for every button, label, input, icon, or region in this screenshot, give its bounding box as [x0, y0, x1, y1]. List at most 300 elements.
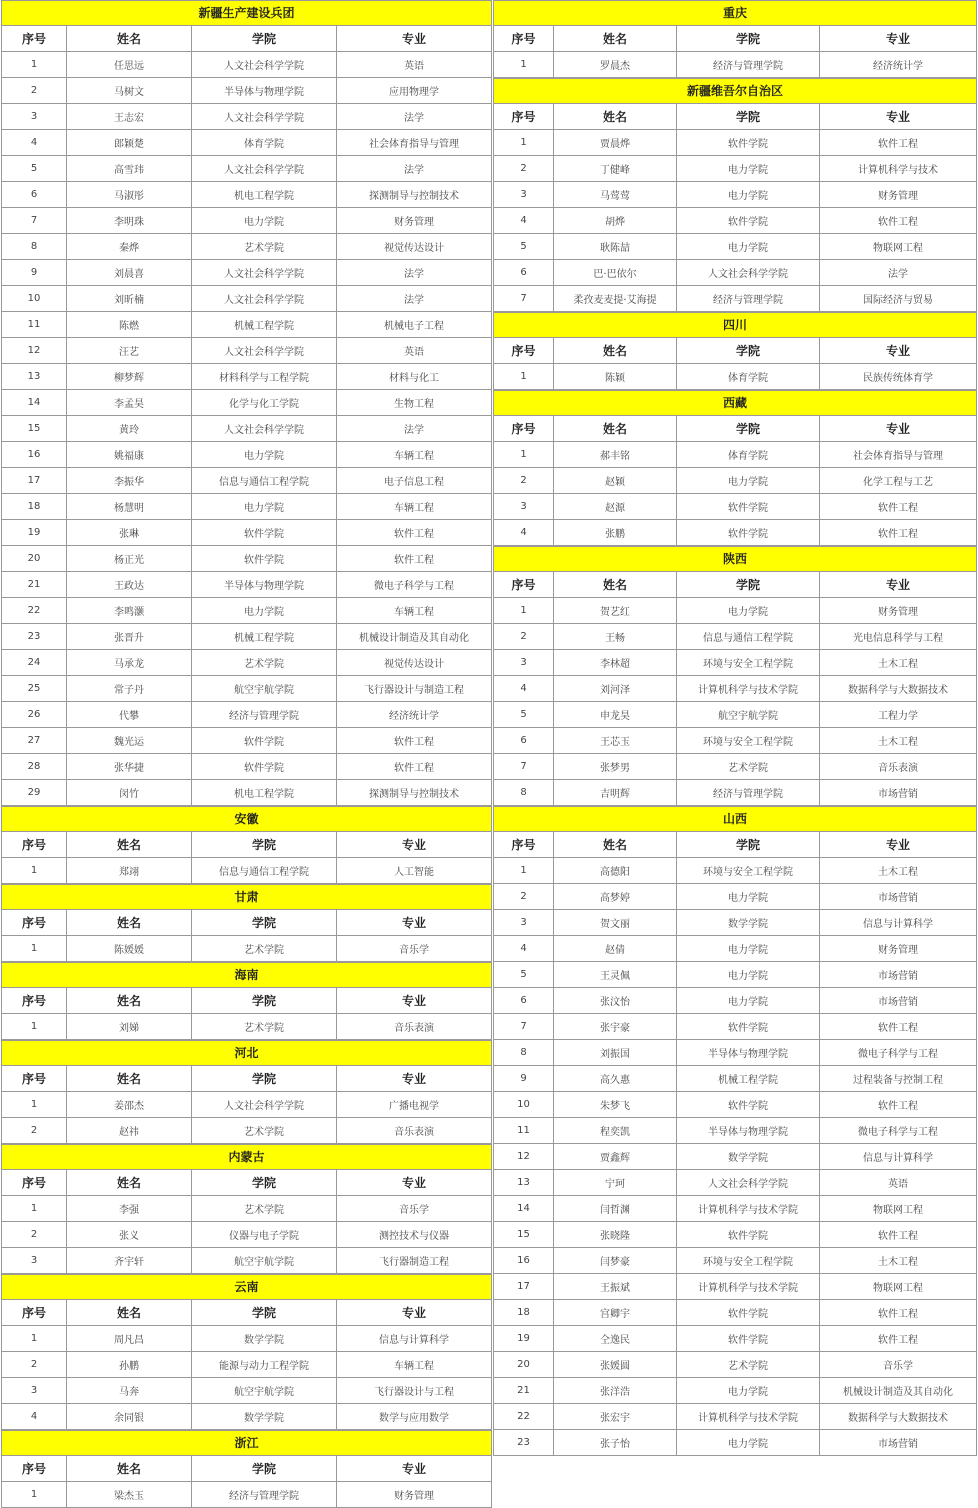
cell-no: 1	[2, 1326, 67, 1352]
cell-name: 马淑彤	[67, 182, 192, 208]
region-title: 河北	[1, 1040, 492, 1065]
header-major: 专业	[337, 988, 492, 1014]
cell-college: 电力学院	[677, 1378, 820, 1404]
cell-major: 市场营销	[820, 988, 977, 1014]
cell-no: 13	[494, 1170, 554, 1196]
cell-college: 环境与安全工程学院	[677, 1248, 820, 1274]
cell-no: 6	[494, 728, 554, 754]
table-row	[2, 338, 492, 364]
cell-major: 软件工程	[820, 494, 977, 520]
table-row	[2, 1378, 492, 1404]
cell-name: 李强	[67, 1196, 192, 1222]
header-college: 学院	[192, 832, 337, 858]
cell-major: 探测制导与控制技术	[337, 182, 492, 208]
header-college: 学院	[192, 910, 337, 936]
cell-no: 4	[494, 676, 554, 702]
table-row	[2, 1352, 492, 1378]
cell-name: 王灵佩	[554, 962, 677, 988]
cell-name: 程奕凯	[554, 1118, 677, 1144]
cell-college: 电力学院	[677, 234, 820, 260]
cell-name: 张晓隆	[554, 1222, 677, 1248]
header-no: 序号	[494, 104, 554, 130]
cell-no: 10	[2, 286, 67, 312]
header-college: 学院	[677, 338, 820, 364]
region-section	[1, 1144, 492, 1274]
cell-no: 15	[2, 416, 67, 442]
table-row	[494, 1144, 977, 1170]
cell-no: 4	[2, 130, 67, 156]
region-section	[493, 806, 977, 1456]
cell-name: 高久惠	[554, 1066, 677, 1092]
cell-college: 人文社会科学学院	[192, 104, 337, 130]
region-title: 山西	[493, 806, 977, 831]
cell-no: 2	[494, 156, 554, 182]
cell-major: 视觉传达设计	[337, 234, 492, 260]
cell-college: 艺术学院	[192, 936, 337, 962]
cell-name: 李林超	[554, 650, 677, 676]
cell-college: 电力学院	[192, 208, 337, 234]
cell-name: 闫哲渊	[554, 1196, 677, 1222]
header-no: 序号	[2, 910, 67, 936]
cell-no: 17	[2, 468, 67, 494]
cell-college: 经济与管理学院	[192, 702, 337, 728]
cell-college: 人文社会科学学院	[192, 286, 337, 312]
cell-name: 高德阳	[554, 858, 677, 884]
table-row	[494, 364, 977, 390]
table-row	[494, 936, 977, 962]
table-row	[494, 702, 977, 728]
cell-name: 朱梦飞	[554, 1092, 677, 1118]
header-no: 序号	[2, 1456, 67, 1482]
cell-no: 9	[494, 1066, 554, 1092]
cell-name: 宫卿宇	[554, 1300, 677, 1326]
cell-no: 1	[2, 1092, 67, 1118]
cell-name: 刘昕楠	[67, 286, 192, 312]
cell-no: 5	[494, 962, 554, 988]
cell-major: 光电信息科学与工程	[820, 624, 977, 650]
cell-name: 李鸣灏	[67, 598, 192, 624]
table-header-row	[2, 910, 492, 936]
cell-major: 生物工程	[337, 390, 492, 416]
cell-name: 周凡昌	[67, 1326, 192, 1352]
cell-college: 电力学院	[677, 936, 820, 962]
cell-no: 25	[2, 676, 67, 702]
student-table	[1, 909, 492, 962]
cell-college: 航空宇航学院	[677, 702, 820, 728]
cell-college: 体育学院	[677, 364, 820, 390]
table-row	[2, 702, 492, 728]
cell-major: 音乐学	[820, 1352, 977, 1378]
cell-name: 齐宇轩	[67, 1248, 192, 1274]
cell-name: 耿陈喆	[554, 234, 677, 260]
table-row	[494, 52, 977, 78]
table-row	[494, 780, 977, 806]
cell-college: 经济与管理学院	[677, 286, 820, 312]
region-title: 云南	[1, 1274, 492, 1299]
region-title: 四川	[493, 312, 977, 337]
cell-no: 2	[2, 1352, 67, 1378]
table-row	[494, 1300, 977, 1326]
cell-no: 22	[494, 1404, 554, 1430]
student-table	[493, 25, 977, 78]
cell-college: 半导体与物理学院	[192, 572, 337, 598]
header-name: 姓名	[67, 1066, 192, 1092]
table-row	[2, 130, 492, 156]
student-table	[1, 1169, 492, 1274]
table-row	[494, 286, 977, 312]
cell-college: 软件学院	[677, 130, 820, 156]
table-row	[2, 234, 492, 260]
cell-no: 3	[2, 1378, 67, 1404]
cell-name: 杨正光	[67, 546, 192, 572]
cell-major: 软件工程	[820, 1092, 977, 1118]
region-section	[493, 0, 977, 78]
cell-name: 梁杰玉	[67, 1482, 192, 1508]
left-column	[1, 0, 492, 1508]
right-column	[493, 0, 977, 1456]
cell-name: 余同银	[67, 1404, 192, 1430]
cell-college: 软件学院	[192, 728, 337, 754]
header-college: 学院	[192, 26, 337, 52]
cell-name: 马莺莺	[554, 182, 677, 208]
cell-college: 人文社会科学学院	[192, 338, 337, 364]
cell-major: 信息与计算科学	[820, 910, 977, 936]
region-section	[1, 0, 492, 806]
header-major: 专业	[337, 1456, 492, 1482]
cell-name: 王畅	[554, 624, 677, 650]
cell-college: 软件学院	[677, 1326, 820, 1352]
cell-no: 17	[494, 1274, 554, 1300]
cell-major: 经济统计学	[337, 702, 492, 728]
table-row	[2, 104, 492, 130]
cell-name: 陈燃	[67, 312, 192, 338]
table-header-row	[494, 338, 977, 364]
table-row	[494, 1196, 977, 1222]
header-name: 姓名	[554, 338, 677, 364]
cell-college: 软件学院	[677, 520, 820, 546]
cell-no: 6	[494, 260, 554, 286]
table-row	[2, 468, 492, 494]
table-row	[2, 494, 492, 520]
cell-name: 杨慧明	[67, 494, 192, 520]
cell-name: 贾鑫辉	[554, 1144, 677, 1170]
cell-college: 人文社会科学学院	[192, 156, 337, 182]
cell-major: 音乐表演	[820, 754, 977, 780]
student-table	[493, 571, 977, 806]
student-table	[1, 1065, 492, 1144]
header-major: 专业	[820, 832, 977, 858]
table-row	[494, 130, 977, 156]
table-row	[2, 78, 492, 104]
cell-name: 姜邵杰	[67, 1092, 192, 1118]
cell-college: 航空宇航学院	[192, 1378, 337, 1404]
table-row	[494, 442, 977, 468]
region-section	[1, 962, 492, 1040]
table-row	[494, 728, 977, 754]
cell-name: 贾晨烨	[554, 130, 677, 156]
cell-major: 软件工程	[337, 546, 492, 572]
region-section	[1, 1274, 492, 1430]
header-college: 学院	[192, 1066, 337, 1092]
cell-no: 11	[494, 1118, 554, 1144]
region-section	[493, 390, 977, 546]
cell-no: 7	[2, 208, 67, 234]
region-section	[493, 546, 977, 806]
cell-name: 张洋浩	[554, 1378, 677, 1404]
cell-no: 3	[2, 1248, 67, 1274]
cell-college: 电力学院	[677, 988, 820, 1014]
cell-major: 软件工程	[820, 1014, 977, 1040]
cell-college: 艺术学院	[192, 1014, 337, 1040]
cell-no: 19	[2, 520, 67, 546]
table-row	[2, 1326, 492, 1352]
cell-no: 2	[2, 1118, 67, 1144]
student-table	[1, 831, 492, 884]
table-row	[494, 494, 977, 520]
cell-college: 机械工程学院	[192, 312, 337, 338]
cell-major: 音乐表演	[337, 1014, 492, 1040]
cell-no: 15	[494, 1222, 554, 1248]
cell-college: 信息与通信工程学院	[192, 468, 337, 494]
cell-major: 社会体育指导与管理	[337, 130, 492, 156]
cell-major: 微电子科学与工程	[337, 572, 492, 598]
cell-college: 软件学院	[192, 754, 337, 780]
cell-name: 王政达	[67, 572, 192, 598]
cell-name: 马树文	[67, 78, 192, 104]
header-no: 序号	[2, 1170, 67, 1196]
table-row	[494, 182, 977, 208]
cell-college: 化学与化工学院	[192, 390, 337, 416]
cell-no: 7	[494, 1014, 554, 1040]
cell-major: 物联网工程	[820, 1274, 977, 1300]
cell-college: 艺术学院	[192, 1118, 337, 1144]
cell-college: 环境与安全工程学院	[677, 858, 820, 884]
cell-major: 材料与化工	[337, 364, 492, 390]
cell-name: 秦烨	[67, 234, 192, 260]
header-name: 姓名	[67, 988, 192, 1014]
header-no: 序号	[494, 26, 554, 52]
cell-name: 贺艺红	[554, 598, 677, 624]
cell-major: 软件工程	[820, 130, 977, 156]
cell-name: 李振华	[67, 468, 192, 494]
table-row	[494, 676, 977, 702]
cell-major: 法学	[820, 260, 977, 286]
cell-college: 电力学院	[677, 962, 820, 988]
cell-major: 土木工程	[820, 650, 977, 676]
cell-no: 1	[494, 52, 554, 78]
cell-college: 电力学院	[677, 884, 820, 910]
cell-college: 半导体与物理学院	[677, 1118, 820, 1144]
table-header-row	[2, 26, 492, 52]
cell-major: 工程力学	[820, 702, 977, 728]
header-no: 序号	[2, 26, 67, 52]
cell-no: 8	[2, 234, 67, 260]
cell-college: 电力学院	[677, 1430, 820, 1456]
table-header-row	[2, 1300, 492, 1326]
cell-no: 1	[2, 1196, 67, 1222]
cell-major: 法学	[337, 260, 492, 286]
table-header-row	[494, 832, 977, 858]
table-row	[494, 1352, 977, 1378]
cell-name: 马奔	[67, 1378, 192, 1404]
cell-major: 过程装备与控制工程	[820, 1066, 977, 1092]
cell-college: 经济与管理学院	[677, 780, 820, 806]
cell-major: 财务管理	[820, 936, 977, 962]
region-title: 浙江	[1, 1430, 492, 1455]
table-row	[2, 624, 492, 650]
cell-major: 财务管理	[820, 598, 977, 624]
cell-name: 张义	[67, 1222, 192, 1248]
cell-college: 艺术学院	[192, 650, 337, 676]
header-name: 姓名	[554, 104, 677, 130]
cell-name: 高雪玮	[67, 156, 192, 182]
cell-no: 23	[494, 1430, 554, 1456]
cell-college: 人文社会科学学院	[192, 1092, 337, 1118]
cell-major: 飞行器制造工程	[337, 1248, 492, 1274]
header-name: 姓名	[67, 832, 192, 858]
table-row	[2, 520, 492, 546]
table-row	[2, 1482, 492, 1508]
header-major: 专业	[337, 832, 492, 858]
cell-college: 材料科学与工程学院	[192, 364, 337, 390]
cell-major: 法学	[337, 286, 492, 312]
cell-name: 闫梦豪	[554, 1248, 677, 1274]
cell-college: 机电工程学院	[192, 780, 337, 806]
cell-name: 闵竹	[67, 780, 192, 806]
header-no: 序号	[494, 416, 554, 442]
cell-name: 张子怡	[554, 1430, 677, 1456]
table-row	[494, 520, 977, 546]
table-row	[494, 234, 977, 260]
cell-major: 软件工程	[337, 728, 492, 754]
header-no: 序号	[2, 988, 67, 1014]
cell-name: 张宇豪	[554, 1014, 677, 1040]
cell-major: 信息与计算科学	[337, 1326, 492, 1352]
table-row	[2, 1404, 492, 1430]
table-header-row	[494, 104, 977, 130]
cell-college: 计算机科学与技术学院	[677, 676, 820, 702]
table-row	[2, 1118, 492, 1144]
cell-major: 信息与计算科学	[820, 1144, 977, 1170]
cell-college: 机械工程学院	[192, 624, 337, 650]
cell-major: 英语	[337, 52, 492, 78]
cell-no: 2	[2, 1222, 67, 1248]
header-no: 序号	[494, 832, 554, 858]
table-row	[2, 1196, 492, 1222]
header-major: 专业	[820, 572, 977, 598]
cell-major: 人工智能	[337, 858, 492, 884]
cell-no: 3	[2, 104, 67, 130]
cell-name: 赵颖	[554, 468, 677, 494]
table-row	[2, 364, 492, 390]
cell-major: 化学工程与工艺	[820, 468, 977, 494]
table-row	[2, 52, 492, 78]
header-major: 专业	[337, 1300, 492, 1326]
table-header-row	[2, 1456, 492, 1482]
cell-name: 宁珂	[554, 1170, 677, 1196]
table-row	[2, 442, 492, 468]
cell-no: 3	[494, 910, 554, 936]
cell-major: 民族传统体育学	[820, 364, 977, 390]
table-row	[2, 546, 492, 572]
table-row	[494, 1222, 977, 1248]
cell-major: 软件工程	[337, 754, 492, 780]
cell-name: 常子丹	[67, 676, 192, 702]
cell-no: 4	[494, 208, 554, 234]
region-section	[1, 1430, 492, 1508]
table-row	[2, 572, 492, 598]
cell-major: 英语	[337, 338, 492, 364]
table-row	[494, 988, 977, 1014]
table-row	[494, 598, 977, 624]
cell-name: 李孟昊	[67, 390, 192, 416]
table-row	[494, 910, 977, 936]
header-no: 序号	[2, 1300, 67, 1326]
cell-major: 探测制导与控制技术	[337, 780, 492, 806]
table-row	[2, 598, 492, 624]
cell-major: 数据科学与大数据技术	[820, 1404, 977, 1430]
cell-name: 魏光运	[67, 728, 192, 754]
cell-no: 11	[2, 312, 67, 338]
table-row	[2, 650, 492, 676]
cell-major: 财务管理	[820, 182, 977, 208]
student-table	[1, 1455, 492, 1508]
cell-name: 黄玲	[67, 416, 192, 442]
table-header-row	[2, 1066, 492, 1092]
table-row	[494, 468, 977, 494]
header-college: 学院	[677, 104, 820, 130]
cell-major: 土木工程	[820, 728, 977, 754]
cell-name: 贺文丽	[554, 910, 677, 936]
table-header-row	[2, 988, 492, 1014]
cell-name: 郑翊	[67, 858, 192, 884]
cell-name: 孙鹏	[67, 1352, 192, 1378]
cell-no: 7	[494, 286, 554, 312]
cell-major: 市场营销	[820, 1430, 977, 1456]
region-section	[1, 1040, 492, 1144]
cell-no: 22	[2, 598, 67, 624]
cell-college: 软件学院	[677, 1014, 820, 1040]
cell-college: 人文社会科学学院	[192, 260, 337, 286]
cell-college: 电力学院	[192, 598, 337, 624]
cell-no: 1	[2, 858, 67, 884]
cell-no: 8	[494, 780, 554, 806]
cell-name: 张华捷	[67, 754, 192, 780]
cell-no: 8	[494, 1040, 554, 1066]
cell-college: 信息与通信工程学院	[677, 624, 820, 650]
cell-name: 张晋升	[67, 624, 192, 650]
cell-major: 国际经济与贸易	[820, 286, 977, 312]
header-major: 专业	[337, 26, 492, 52]
table-row	[494, 1430, 977, 1456]
cell-no: 23	[2, 624, 67, 650]
header-college: 学院	[192, 1300, 337, 1326]
cell-name: 仝逸民	[554, 1326, 677, 1352]
cell-name: 罗晨杰	[554, 52, 677, 78]
cell-major: 经济统计学	[820, 52, 977, 78]
cell-no: 27	[2, 728, 67, 754]
cell-college: 软件学院	[192, 546, 337, 572]
cell-college: 艺术学院	[192, 234, 337, 260]
cell-no: 1	[494, 364, 554, 390]
cell-no: 5	[494, 702, 554, 728]
cell-no: 1	[494, 442, 554, 468]
cell-college: 能源与动力工程学院	[192, 1352, 337, 1378]
cell-college: 仪器与电子学院	[192, 1222, 337, 1248]
cell-no: 21	[2, 572, 67, 598]
cell-no: 18	[2, 494, 67, 520]
header-no: 序号	[2, 1066, 67, 1092]
